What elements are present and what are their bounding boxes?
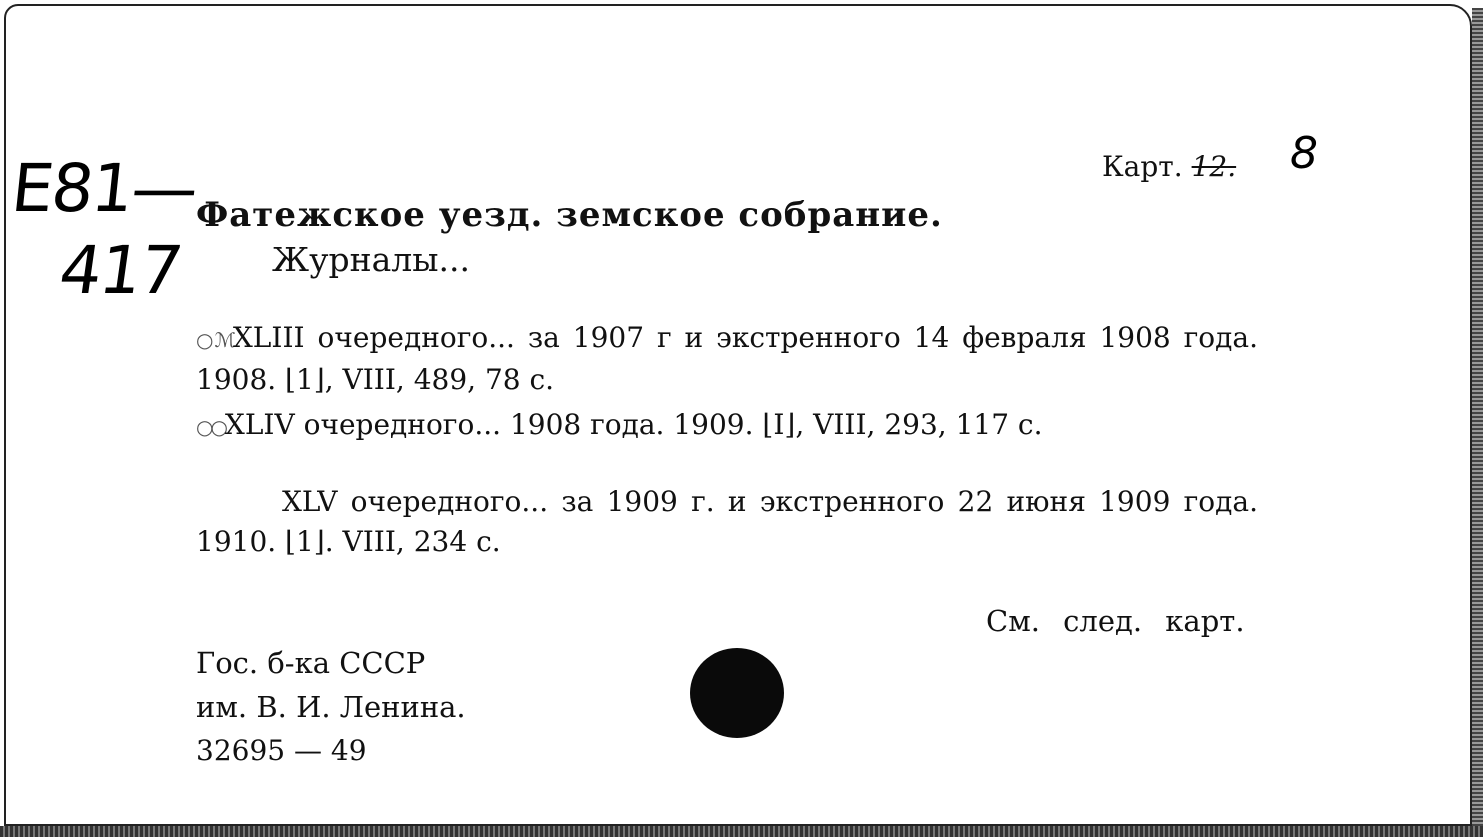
subheading: Журналы...	[272, 240, 470, 279]
shelfmark-line-1: E81—	[7, 150, 200, 227]
card-bottom-edge	[0, 826, 1483, 837]
punch-hole	[690, 648, 784, 738]
library-line-2: им. В. И. Ленина.	[196, 690, 466, 724]
entry-text: XLIV очередного... 1908 года. 1909. ⌊I⌋, VIII, 293, 117 с.	[224, 408, 1043, 441]
entry-2	[196, 405, 1258, 447]
card-number	[1102, 150, 1236, 183]
card-number-label: Карт.	[1102, 150, 1183, 183]
library-line-3: 32695 — 49	[196, 734, 367, 767]
card-edge-shadow	[1472, 8, 1483, 826]
see-next-card: См. след. карт.	[986, 604, 1245, 638]
entry-3	[196, 482, 1258, 562]
entry-mark: ○ℳ	[196, 328, 233, 352]
entry-mark: ○○	[196, 415, 225, 439]
card-number-new: 8	[1290, 128, 1318, 179]
entry-1	[196, 318, 1258, 400]
entry-text: XLIII очередного... за 1907 г и экстренного 14 февраля 1908 года. 1908. ⌊1⌋, VIII, 489, 78 с.	[196, 321, 1258, 396]
shelfmark-line-2: 417	[54, 232, 186, 309]
library-line-1: Гос. б-ка СССР	[196, 646, 426, 680]
entry-text: XLV очередного... за 1909 г. и экстренного 22 июня 1909 года. 1910. ⌊1⌋. VIII, 234 с.	[196, 485, 1258, 558]
card-number-old: 12.	[1191, 150, 1237, 183]
heading: Фатежское уезд. земское собрание.	[196, 195, 943, 235]
